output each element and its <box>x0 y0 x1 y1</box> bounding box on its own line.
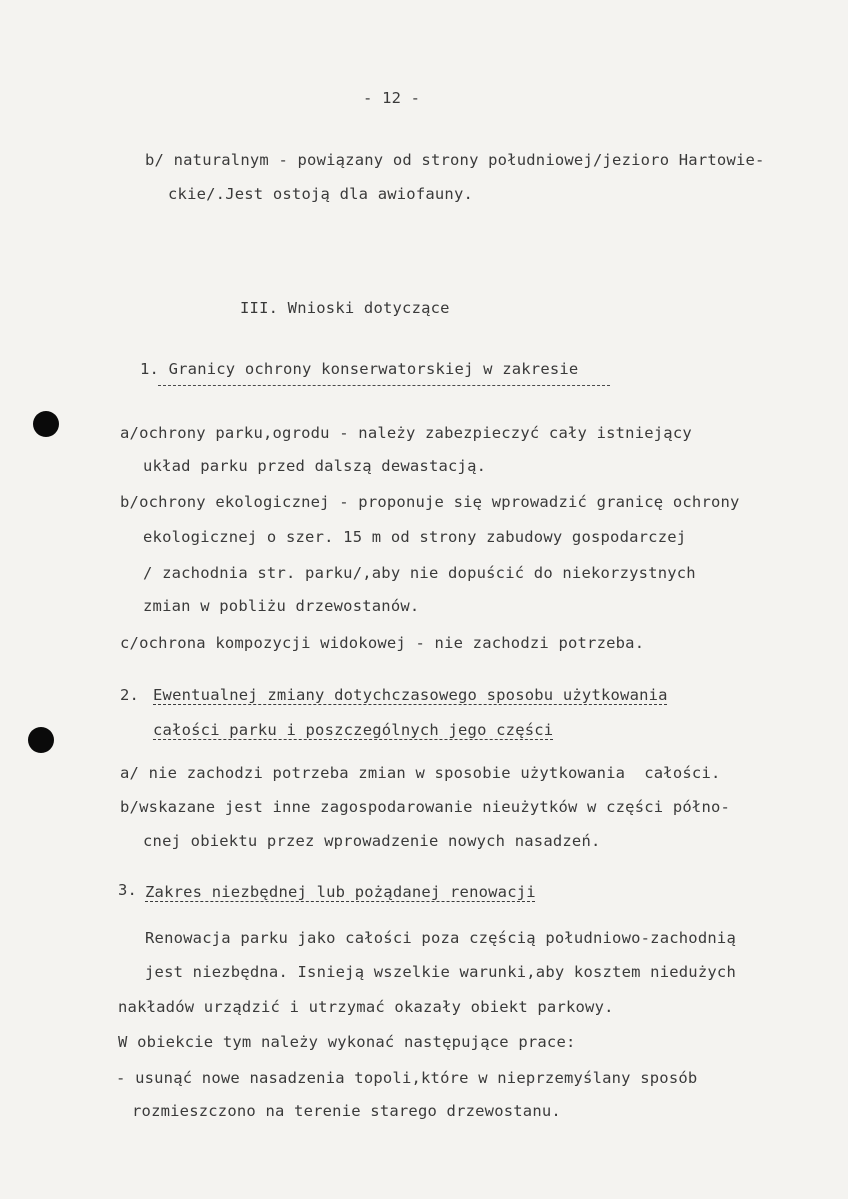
text-line: / zachodnia str. parku/,aby nie dopuścić do niekorzystnych <box>143 564 696 582</box>
text-line: b/ochrony ekologicznej - proponuje się wprowadzić granicę ochrony <box>120 493 740 511</box>
text-line: b/ naturalnym - powiązany od strony południowej/jezioro Hartowie- <box>145 151 765 169</box>
subsection-title-2: Ewentualnej zmiany dotychczasowego sposobu użytkowania <box>153 686 668 704</box>
text-line: zmian w pobliżu drzewostanów. <box>143 597 420 615</box>
subsection-title-2-cont: całości parku i poszczególnych jego części <box>153 721 554 739</box>
punch-hole <box>28 727 54 753</box>
text-line: c/ochrona kompozycji widokowej - nie zachodzi potrzeba. <box>120 634 645 652</box>
underline-rule <box>158 385 610 386</box>
section-heading: III. Wnioski dotyczące <box>240 299 450 317</box>
text-line: b/wskazane jest inne zagospodarowanie nieużytków w części półno- <box>120 798 731 816</box>
text-line: - usunąć nowe nasadzenia topoli,które w nieprzemyślany sposób <box>116 1069 698 1087</box>
subsection-title-1: 1. Granicy ochrony konserwatorskiej w zakresie <box>140 360 579 378</box>
subsection-number-3: 3. <box>118 881 147 899</box>
text-line: jest niezbędna. Isnieją wszelkie warunki,aby kosztem niedużych <box>145 963 736 981</box>
page-number: - 12 - <box>363 89 421 107</box>
punch-hole <box>33 411 59 437</box>
text-line: rozmieszczono na terenie starego drzewostanu. <box>132 1102 561 1120</box>
subsection-number-2: 2. <box>120 686 149 704</box>
text-line: W obiekcie tym należy wykonać następujące prace: <box>118 1033 576 1051</box>
text-line: ckie/.Jest ostoją dla awiofauny. <box>168 185 474 203</box>
text-line: a/ nie zachodzi potrzeba zmian w sposobie użytkowania całości. <box>120 764 721 782</box>
subsection-title-3: Zakres niezbędnej lub pożądanej renowacji <box>145 883 536 901</box>
text-line: cnej obiektu przez wprowadzenie nowych nasadzeń. <box>143 832 601 850</box>
text-line: ekologicznej o szer. 15 m od strony zabudowy gospodarczej <box>143 528 687 546</box>
text-line: nakładów urządzić i utrzymać okazały obiekt parkowy. <box>118 998 614 1016</box>
text-line: a/ochrony parku,ogrodu - należy zabezpieczyć cały istniejący <box>120 424 692 442</box>
text-line: Renowacja parku jako całości poza częścią południowo-zachodnią <box>145 929 736 947</box>
text-line: układ parku przed dalszą dewastacją. <box>143 457 487 475</box>
